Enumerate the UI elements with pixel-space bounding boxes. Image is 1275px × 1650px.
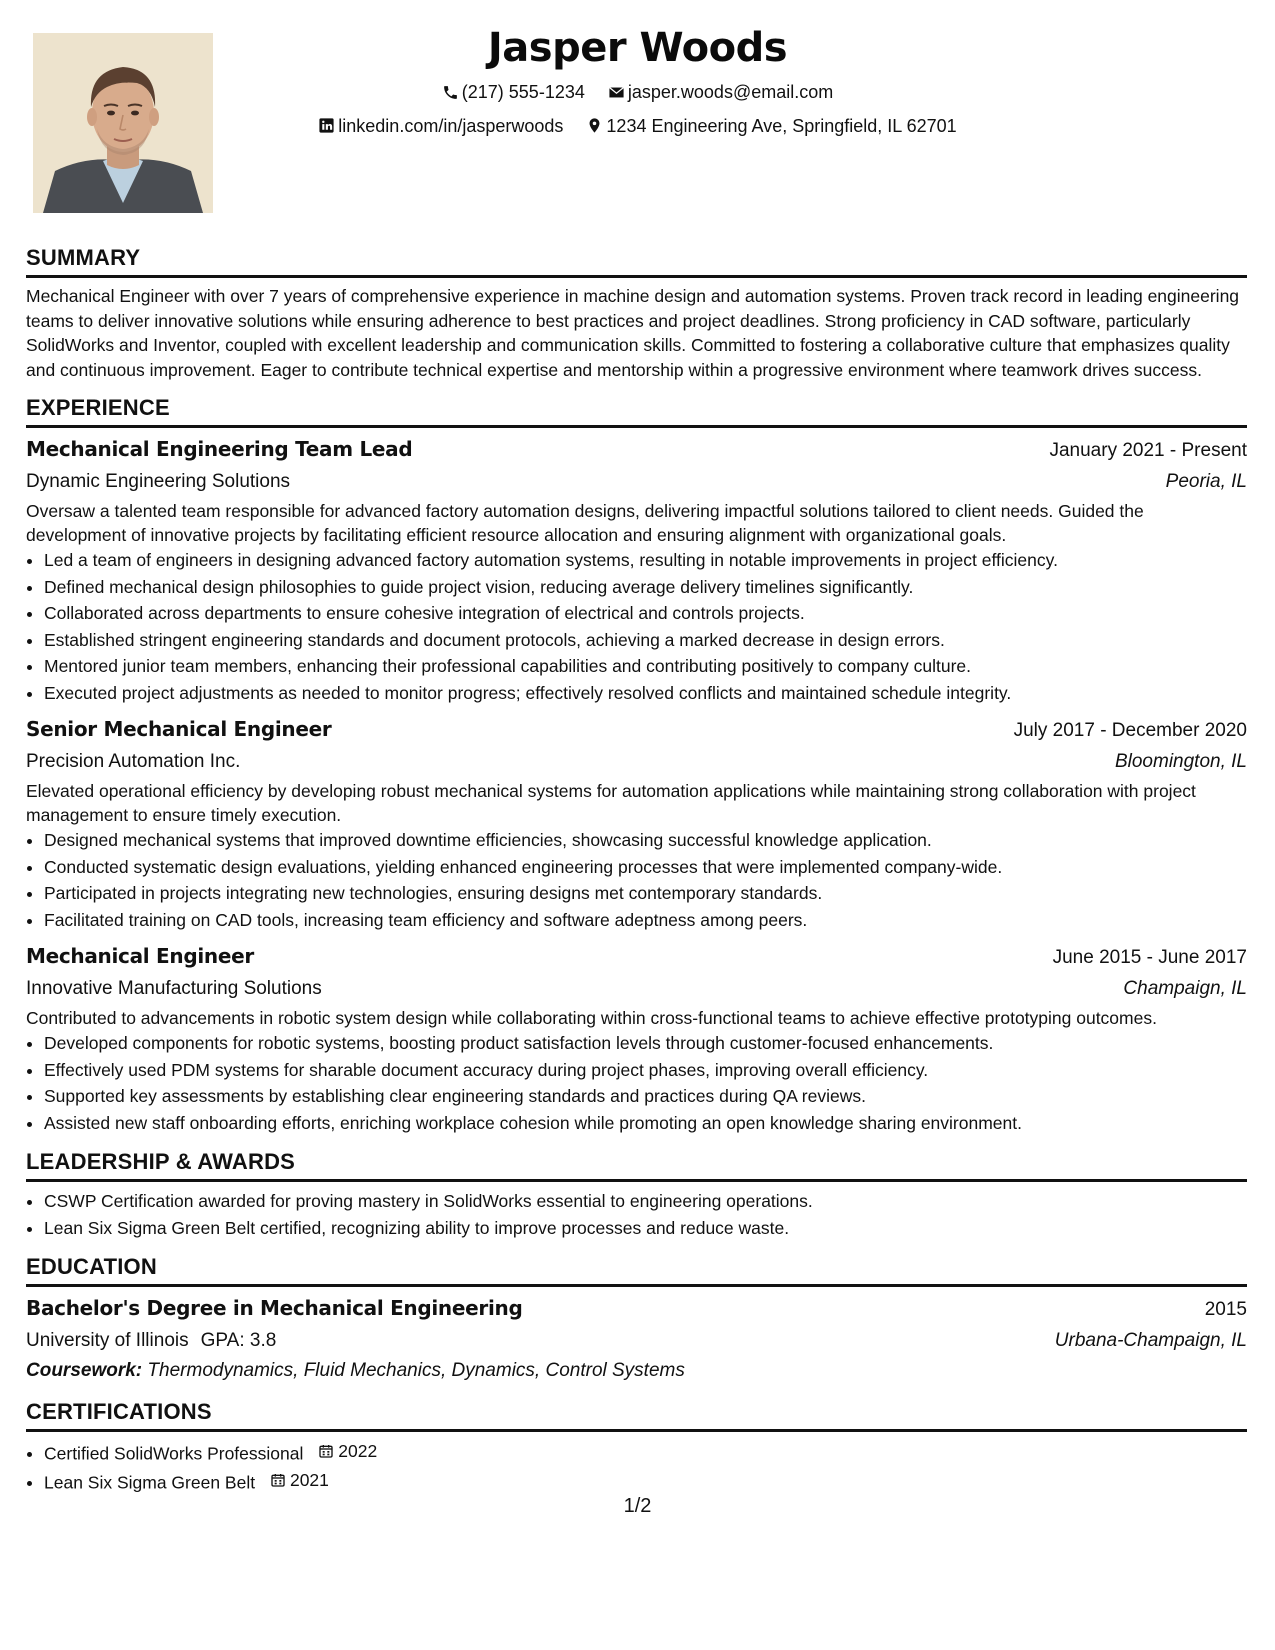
job-title: Senior Mechanical Engineer — [26, 717, 332, 741]
job-dates: June 2015 - June 2017 — [1052, 947, 1247, 968]
job-dates: January 2021 - Present — [1049, 440, 1247, 461]
job-company: Innovative Manufacturing Solutions — [26, 978, 322, 999]
job-bullet: • Developed components for robotic systems, boosting product satisfaction levels through customer-focused enhancements. — [44, 1030, 1247, 1057]
job-bullets — [26, 1030, 1247, 1136]
job-subheader — [26, 973, 1247, 1004]
degree-title: Bachelor's Degree in Mechanical Engineering — [26, 1296, 523, 1320]
address-text: 1234 Engineering Ave, Springfield, IL 62701 — [606, 115, 957, 136]
job-entry — [26, 434, 1247, 706]
job-location: Peoria, IL — [1165, 471, 1247, 492]
page-number: 1/2 — [623, 1495, 652, 1517]
gpa: GPA: 3.8 — [200, 1330, 277, 1351]
summary-section — [26, 244, 1247, 382]
job-header — [26, 941, 1247, 973]
contact-line-1 — [0, 80, 1275, 107]
calendar-icon — [318, 1443, 334, 1459]
job-header — [26, 714, 1247, 746]
summary-text: Mechanical Engineer with over 7 years of comprehensive experience in machine design and automation systems. Proven track record in leading engineering teams to deliver innovative solutions while ensuring adherence to best practices and project deadlines. Strong proficiency in CAD software, particularly SolidWorks and Inventor, coupled with excellent leadership and communication skills. Committed to fostering a collaborative culture that emphasizes quality and continuous improvement. Eager to contribute technical expertise and mentorship within a progressive environment where teamwork drives success. — [26, 286, 1240, 380]
job-title: Mechanical Engineering Team Lead — [26, 437, 413, 461]
school-location: Urbana-Champaign, IL — [1054, 1330, 1247, 1351]
job-bullet: • Participated in projects integrating new technologies, ensuring designs met contemporary standards. — [44, 880, 1247, 907]
job-location: Champaign, IL — [1123, 978, 1247, 999]
contact-phone — [442, 80, 585, 104]
award-item: • Lean Six Sigma Green Belt certified, recognizing ability to improve processes and reduce waste. — [44, 1215, 1247, 1242]
job-bullet: • Established stringent engineering standards and document protocols, achieving a marked decrease in design errors. — [44, 627, 1247, 654]
job-bullet: • Led a team of engineers in designing advanced factory automation systems, resulting in notable improvements in project efficiency. — [44, 547, 1247, 574]
section-title: EXPERIENCE — [26, 394, 1247, 428]
experience-section — [26, 394, 1247, 1136]
certification-item — [44, 1438, 1247, 1467]
job-bullets — [26, 827, 1247, 933]
contact-address — [586, 114, 956, 138]
certification-name: Certified SolidWorks Professional — [44, 1443, 304, 1464]
coursework — [26, 1356, 1247, 1386]
resume-body — [26, 244, 1247, 1508]
education-section — [26, 1253, 1247, 1386]
job-bullet: • Executed project adjustments as needed to monitor progress; effectively resolved conflicts and maintained schedule integrity. — [44, 680, 1247, 707]
job-bullet: • Mentored junior team members, enhancing their professional capabilities and contributing positively to company culture. — [44, 653, 1247, 680]
certification-item — [44, 1467, 1247, 1496]
job-bullet: • Conducted systematic design evaluations, yielding enhanced engineering processes that were implemented company-wide. — [44, 854, 1247, 881]
certification-date — [318, 1438, 377, 1465]
certification-year: 2021 — [289, 1469, 329, 1490]
job-bullet: • Assisted new staff onboarding efforts, enriching workplace cohesion while promoting an open knowledge sharing environment. — [44, 1110, 1247, 1137]
job-company: Precision Automation Inc. — [26, 751, 241, 772]
certification-year: 2022 — [338, 1441, 378, 1461]
job-description: Contributed to advancements in robotic system design while collaborating within cross-functional teams to achieve effective prototyping outcomes. — [26, 1008, 1157, 1028]
contact-email[interactable] — [608, 80, 833, 104]
section-title: EDUCATION — [26, 1253, 1247, 1287]
linkedin-text[interactable]: linkedin.com/in/jasperwoods — [338, 115, 564, 136]
job-bullet: • Defined mechanical design philosophies to guide project vision, reducing average delivery timelines significantly. — [44, 574, 1247, 601]
education-subheader — [26, 1325, 1247, 1356]
contact-linkedin[interactable] — [318, 114, 563, 138]
phone-icon — [442, 84, 459, 101]
education-header — [26, 1293, 1247, 1325]
job-bullet: • Supported key assessments by establishing clear engineering standards and practices during QA reviews. — [44, 1083, 1247, 1110]
job-bullet: • Designed mechanical systems that improved downtime efficiencies, showcasing successful knowledge application. — [44, 827, 1247, 854]
certification-date — [270, 1467, 329, 1494]
certifications-section — [26, 1398, 1247, 1496]
coursework-list: Thermodynamics, Fluid Mechanics, Dynamics, Control Systems — [147, 1360, 685, 1381]
certification-name: Lean Six Sigma Green Belt — [44, 1472, 256, 1492]
job-title: Mechanical Engineer — [26, 944, 254, 968]
email-text[interactable]: jasper.woods@email.com — [627, 82, 834, 102]
job-bullet: • Facilitated training on CAD tools, increasing team efficiency and software adeptness among peers. — [44, 907, 1247, 934]
job-company: Dynamic Engineering Solutions — [26, 471, 291, 492]
section-title: LEADERSHIP & AWARDS — [26, 1148, 1247, 1182]
award-item: • CSWP Certification awarded for proving mastery in SolidWorks essential to engineering operations. — [44, 1188, 1247, 1215]
job-description: Oversaw a talented team responsible for advanced factory automation designs, delivering impactful solutions tailored to client needs. Guided the development of innovative projects by facilitating efficient resource allocation and ensuring alignment with organizational goals. — [26, 501, 1144, 545]
job-dates: July 2017 - December 2020 — [1013, 720, 1247, 741]
resume-header — [0, 22, 1275, 140]
phone-text: (217) 555-1234 — [461, 82, 585, 102]
section-title: CERTIFICATIONS — [26, 1398, 1247, 1432]
linkedin-icon — [318, 117, 335, 134]
contact-line-2 — [0, 114, 1275, 141]
map-pin-icon — [586, 117, 603, 134]
awards-list — [26, 1188, 1247, 1241]
graduation-year: 2015 — [1204, 1299, 1247, 1320]
job-subheader — [26, 466, 1247, 497]
job-entry — [26, 714, 1247, 933]
certifications-list — [26, 1438, 1247, 1496]
school-name: University of Illinois — [26, 1330, 189, 1351]
section-title: SUMMARY — [26, 244, 1247, 278]
job-bullet: • Effectively used PDM systems for sharable document accuracy during project phases, improving overall efficiency. — [44, 1057, 1247, 1084]
coursework-label: Coursework: — [26, 1360, 143, 1381]
job-bullets — [26, 547, 1247, 706]
awards-section — [26, 1148, 1247, 1241]
calendar-icon — [270, 1472, 286, 1488]
school-info — [26, 1325, 276, 1356]
job-subheader — [26, 746, 1247, 777]
candidate-name: Jasper Woods — [487, 25, 788, 71]
job-bullet: • Collaborated across departments to ensure cohesive integration of electrical and controls projects. — [44, 600, 1247, 627]
job-description: Elevated operational efficiency by developing robust mechanical systems for automation applications while maintaining strong collaboration with project management to ensure timely execution. — [26, 781, 1196, 825]
job-header — [26, 434, 1247, 466]
envelope-icon — [608, 84, 625, 101]
job-entry — [26, 941, 1247, 1136]
job-location: Bloomington, IL — [1114, 751, 1247, 772]
